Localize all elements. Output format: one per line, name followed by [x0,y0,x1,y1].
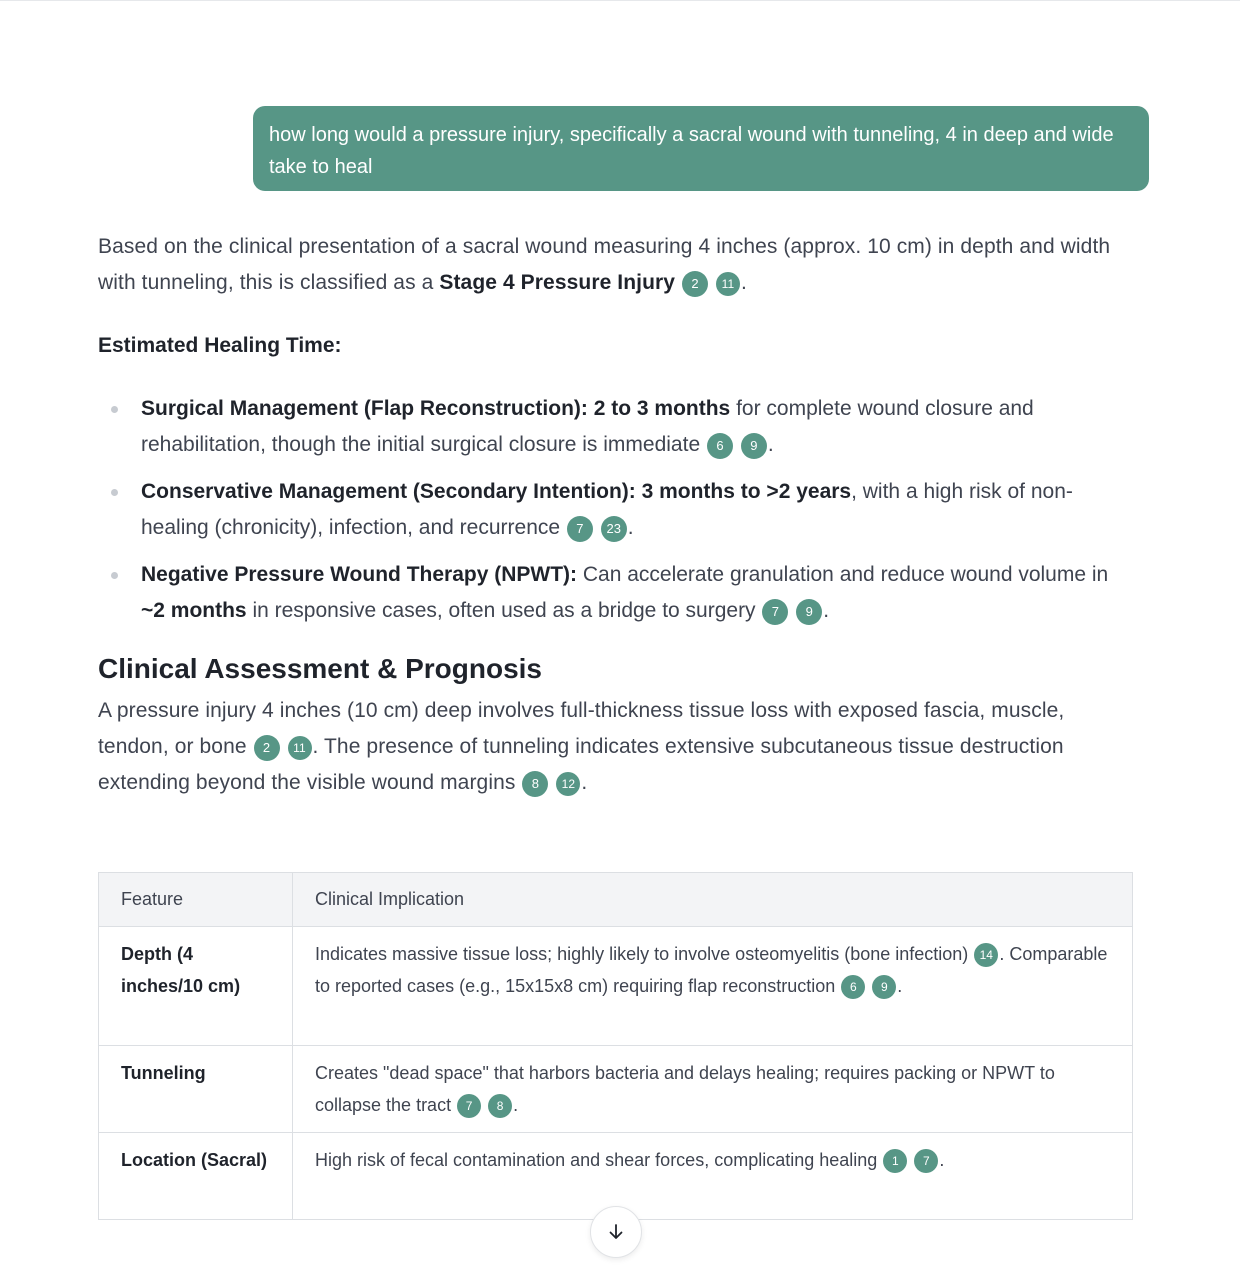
citation-badge[interactable]: 6 [707,433,733,459]
citation-badge[interactable]: 8 [522,771,548,797]
bullet-text: , with a high risk of non-healing (chronicity), infection, and recurrence [141,480,1073,539]
intro-text: Based on the clinical presentation of a sacral wound measuring 4 inches (approx. 10 cm) in depth and width with tunneling, this is classified as a [98,235,1111,294]
citation-badge[interactable]: 7 [914,1149,938,1173]
citation-badge[interactable]: 6 [841,975,865,999]
stage-label: Stage 4 Pressure Injury [439,271,676,294]
section-paragraph: A pressure injury 4 inches (10 cm) deep involves full-thickness tissue loss with exposed fascia, muscle, tendon, or bone 2 11 . The presence of tunneling indicates extensive subcutaneous tissue destruction extending beyond the visible wound margins 8 12 . [98,693,1134,801]
section-text: . The presence of tunneling indicates extensive subcutaneous tissue destruction extending beyond the visible wound margins [98,735,1064,794]
table-row [99,927,1133,1046]
clinical-table [98,872,1133,1220]
citation-badge[interactable]: 7 [567,516,593,542]
table-cell-implication: Indicates massive tissue loss; highly likely to involve osteomyelitis (bone infection) 14 . Comparable to reported cases (e.g., 15x15x8 cm) requiring flap reconstruction 6 9 . [293,927,1133,1046]
bullet-dot [111,489,118,496]
healing-time-heading: Estimated Healing Time: [98,334,342,357]
top-divider [0,0,1240,1]
table-cell-feature: Tunneling [99,1046,293,1133]
citation-badge[interactable]: 1 [883,1149,907,1173]
citation-badge[interactable]: 7 [762,599,788,625]
bullet-bold: ~2 months [141,599,247,622]
citation-badge[interactable]: 2 [254,735,280,761]
citation-badge[interactable]: 7 [457,1094,481,1118]
citation-badge[interactable]: 9 [872,975,896,999]
healing-time-list [98,391,1134,629]
table-row [99,1046,1133,1133]
citation-badge[interactable]: 14 [974,943,998,967]
citation-badge[interactable]: 11 [716,272,740,296]
citation-badge[interactable]: 8 [488,1094,512,1118]
bullet-text: Can accelerate granulation and reduce wound volume in [577,563,1109,586]
user-message-text: how long would a pressure injury, specifically a sacral wound with tunneling, 4 in deep and wide take to heal [269,124,1114,178]
section-text: A pressure injury 4 inches (10 cm) deep involves full-thickness tissue loss with exposed fascia, muscle, tendon, or bone [98,699,1065,758]
assistant-answer [98,229,1134,801]
table-header-row [99,873,1133,927]
cell-text: Creates "dead space" that harbors bacteria and delays healing; requires packing or NPWT to collapse the tract [315,1063,1055,1115]
bullet-dot [111,572,118,579]
list-item: Surgical Management (Flap Reconstruction): 2 to 3 months for complete wound closure and rehabilitation, though the initial surgical closure is immediate 6 9 . [98,391,1134,463]
list-item: Negative Pressure Wound Therapy (NPWT): Can accelerate granulation and reduce wound volume in ~2 months in responsive cases, often used as a bridge to surgery 7 9 . [98,557,1134,629]
citation-badge[interactable]: 23 [601,516,627,542]
table-header-cell: Clinical Implication [293,873,1133,927]
citation-badge[interactable]: 11 [288,736,312,760]
scroll-down-button[interactable] [590,1206,642,1258]
bullet-bold: Negative Pressure Wound Therapy (NPWT): [141,563,578,586]
bullet-bold: Conservative Management (Secondary Intention): 3 months to >2 years [141,480,852,503]
citation-badge[interactable]: 12 [556,772,580,796]
citation-badge[interactable]: 9 [741,433,767,459]
citation-badge[interactable]: 2 [682,271,708,297]
bullet-text: for complete wound closure and rehabilitation, though the initial surgical closure is immediate [141,397,1034,456]
table-cell-feature: Location (Sacral) [99,1133,293,1220]
bullet-text: in responsive cases, often used as a bridge to surgery [246,599,756,622]
intro-paragraph: Based on the clinical presentation of a sacral wound measuring 4 inches (approx. 10 cm) in depth and width with tunneling, this is classified as a Stage 4 Pressure Injury 2 11 . [98,229,1134,301]
list-item: Conservative Management (Secondary Intention): 3 months to >2 years, with a high risk of non-healing (chronicity), infection, and recurrence 7 23 . [98,474,1134,546]
section-heading: Clinical Assessment & Prognosis [98,653,542,684]
citation-badge[interactable]: 9 [796,599,822,625]
arrow-down-icon [607,1223,625,1241]
cell-text: . Comparable to reported cases (e.g., 15x15x8 cm) requiring flap reconstruction [315,944,1108,996]
cell-text: High risk of fecal contamination and shear forces, complicating healing [315,1150,878,1170]
bullet-dot [111,406,118,413]
table-header-cell: Feature [99,873,293,927]
table-cell-implication: High risk of fecal contamination and shear forces, complicating healing 1 7 . [293,1133,1133,1220]
table-cell-implication: Creates "dead space" that harbors bacteria and delays healing; requires packing or NPWT to collapse the tract 7 8 . [293,1046,1133,1133]
cell-text: Indicates massive tissue loss; highly likely to involve osteomyelitis (bone infection) [315,944,969,964]
user-message-bubble [253,106,1149,191]
bullet-bold: Surgical Management (Flap Reconstruction): 2 to 3 months [141,397,731,420]
table-cell-feature: Depth (4 inches/10 cm) [99,927,293,1046]
